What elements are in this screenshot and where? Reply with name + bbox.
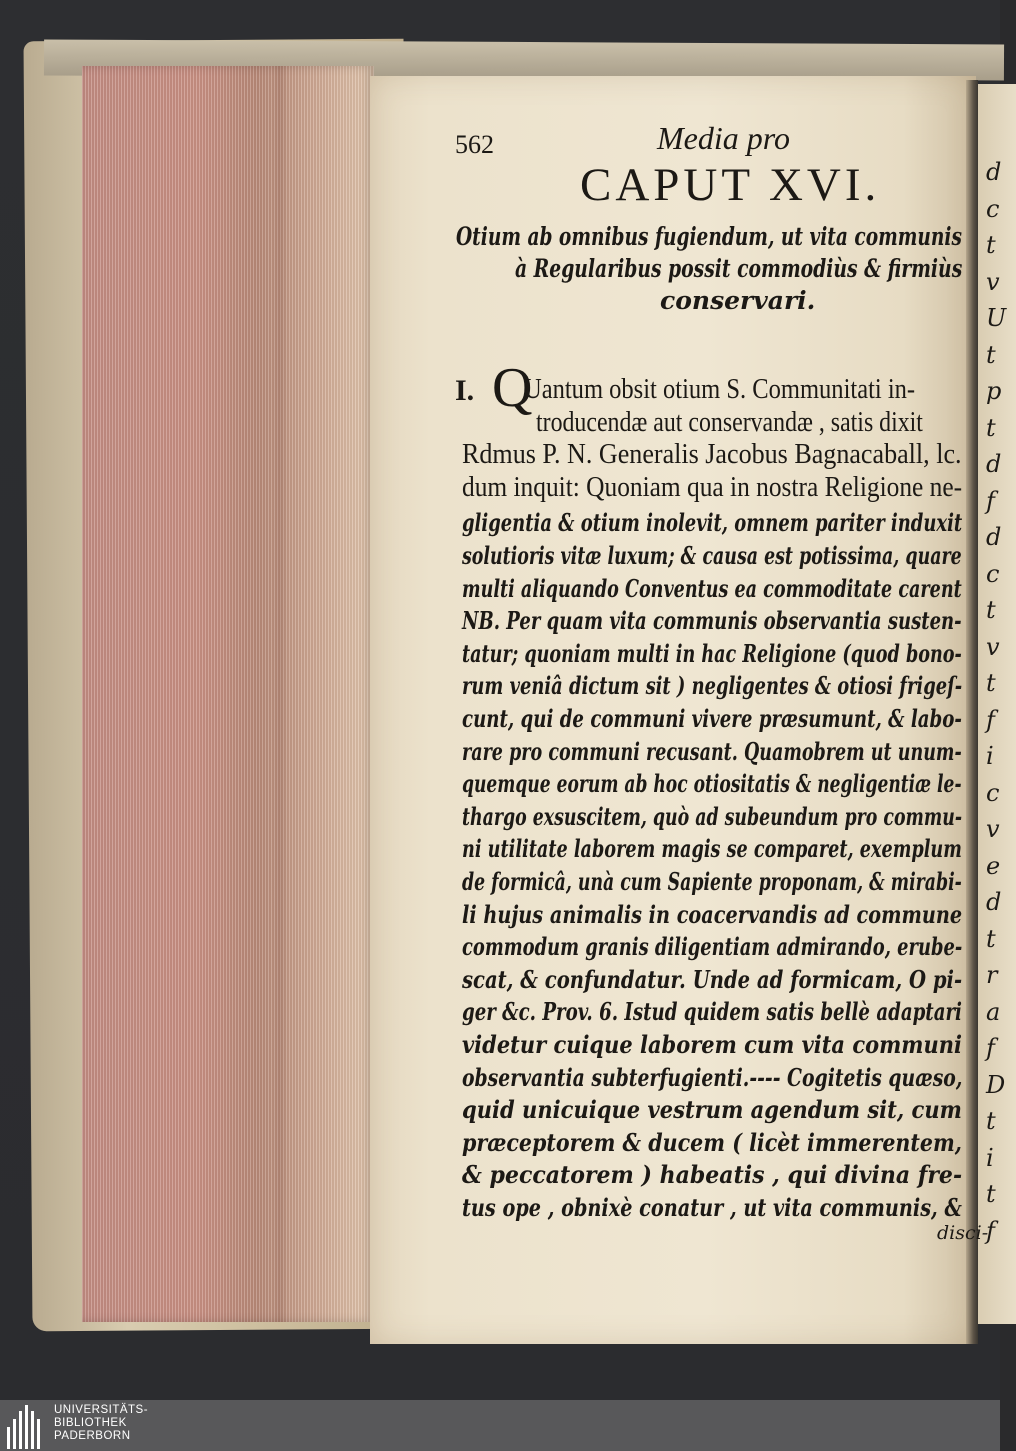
facing-page-fragment: d	[986, 450, 1002, 478]
body-line: scat, & confundatur. Unde ad formicam, O pi-	[462, 964, 963, 994]
body-line: Rdmus P. N. Generalis Jacobus Bagnacaball, lc.	[462, 439, 962, 471]
body-line: quid unicuique vestrum agendum sit, cum	[462, 1095, 962, 1125]
body-line: cunt, qui de communi vivere præsumunt, & labo-	[462, 704, 962, 733]
page-number: 562	[455, 130, 494, 159]
body-line: li hujus animalis in coacervandis ad commune	[462, 899, 963, 929]
page-edges-red	[82, 66, 374, 1322]
body-line: dum inquit: Quoniam qua in nostra Religione ne-	[462, 471, 963, 503]
body-line: rum veniâ dictum sit ) negligentes & otiosi frigeſ-	[462, 671, 963, 701]
facing-page-fragment: t	[986, 1107, 996, 1135]
facing-page-fragment: t	[986, 1180, 996, 1208]
facing-page-fragment: f	[986, 1034, 995, 1062]
facing-page-fragment: c	[986, 778, 1000, 807]
chapter-subtitle-line: Otium ab omnibus fugiendum, ut vita communis	[456, 222, 962, 251]
facing-page-fragment: d	[986, 158, 1002, 186]
body-line: videtur cuique laborem cum vita communi	[462, 1030, 962, 1059]
body-line: thargo exsuscitem, quò ad subeundum pro commu-	[462, 801, 963, 831]
facing-page-fragment: f	[986, 486, 995, 515]
facing-page-fragment: r	[986, 961, 998, 989]
body-line: ger &c. Prov. 6. Istud quidem satis bellè adaptari	[462, 997, 962, 1027]
body-line: solutioris vitæ luxum; & causa est potissima, quare	[462, 541, 962, 570]
running-head: Media pro	[657, 120, 791, 156]
facing-page-fragment: i	[986, 742, 994, 770]
body-line: Uantum obsit otium S. Communitati in-	[524, 374, 916, 405]
facing-page-fragment: t	[986, 231, 996, 259]
facing-page-fragment: t	[986, 340, 996, 369]
facing-page-fragment: d	[986, 523, 1002, 551]
facing-page-fragment: f	[986, 1216, 995, 1245]
facing-page-fragment: a	[986, 997, 1001, 1026]
facing-page-fragment: f	[986, 705, 995, 734]
body-line: quemque eorum ab hoc otiositatis & negligentiæ le-	[462, 769, 962, 799]
facing-page-fragment: t	[986, 924, 996, 953]
facing-page-fragment: U	[986, 304, 1007, 332]
body-line: gligentia & otium inolevit, omnem pariter induxit	[462, 508, 963, 538]
facing-page-fragment: e	[986, 851, 1001, 880]
facing-page-fragment: c	[986, 559, 1000, 588]
facing-page-fragment: v	[986, 632, 1000, 661]
facing-page-fragment: p	[986, 377, 1002, 405]
body-line: troducendæ aut conservandæ , satis dixit	[536, 406, 923, 438]
drop-cap: Q	[492, 357, 533, 419]
section-number: I.	[455, 374, 475, 407]
facing-page-fragment: t	[986, 413, 996, 442]
facing-page-fragment: v	[986, 267, 1000, 296]
book-gutter	[966, 80, 978, 1344]
facing-page-fragment: D	[986, 1070, 1006, 1099]
body-line: & peccatorem ) habeatis , qui divina fre-	[462, 1160, 963, 1190]
facing-page-fragment: c	[986, 194, 1000, 223]
library-footer	[0, 1400, 1000, 1451]
body-line: multi aliquando Conventus ea commoditate carent	[462, 573, 962, 603]
chapter-subtitle-line: conservari.	[660, 286, 816, 315]
library-logo-text	[54, 1404, 148, 1443]
body-line: præceptorem & ducem ( licèt immerentem,	[462, 1127, 962, 1157]
facing-page-fragment: t	[986, 596, 996, 624]
chapter-heading: CAPUT XVI.	[580, 159, 881, 211]
logo-line: UNIVERSITÄTS-	[54, 1404, 149, 1416]
body-line: ni utilitate laborem magis se comparet, exemplum	[462, 834, 962, 864]
body-line: rare pro communi recusant. Quamobrem ut unum-	[462, 736, 962, 766]
body-line: de formicâ, unà cum Sapiente proponam, & mirabi-	[462, 867, 962, 896]
body-line: NB. Per quam vita communis observantia susten-	[462, 606, 962, 636]
facing-page-fragment: v	[986, 815, 1000, 843]
library-logo-icon	[6, 1403, 46, 1449]
body-line: commodum granis diligentiam admirando, erube-	[462, 932, 963, 962]
chapter-subtitle-line: à Regularibus possit commodiùs & firmiùs	[515, 254, 963, 283]
body-line: tus ope , obnixè conatur , ut vita communis, &	[462, 1193, 962, 1222]
facing-page-fragment: t	[986, 669, 996, 697]
body-line: observantia subterfugienti.---- Cogitetis quæso,	[462, 1062, 963, 1092]
catchword: disci-	[937, 1222, 989, 1244]
facing-page-fragment: i	[986, 1143, 994, 1172]
logo-line: PADERBORN	[54, 1430, 131, 1442]
body-line: tatur; quoniam multi in hac Religione (quod bono-	[462, 638, 962, 668]
facing-page-fragment: d	[986, 888, 1002, 916]
logo-line: BIBLIOTHEK	[54, 1417, 127, 1429]
